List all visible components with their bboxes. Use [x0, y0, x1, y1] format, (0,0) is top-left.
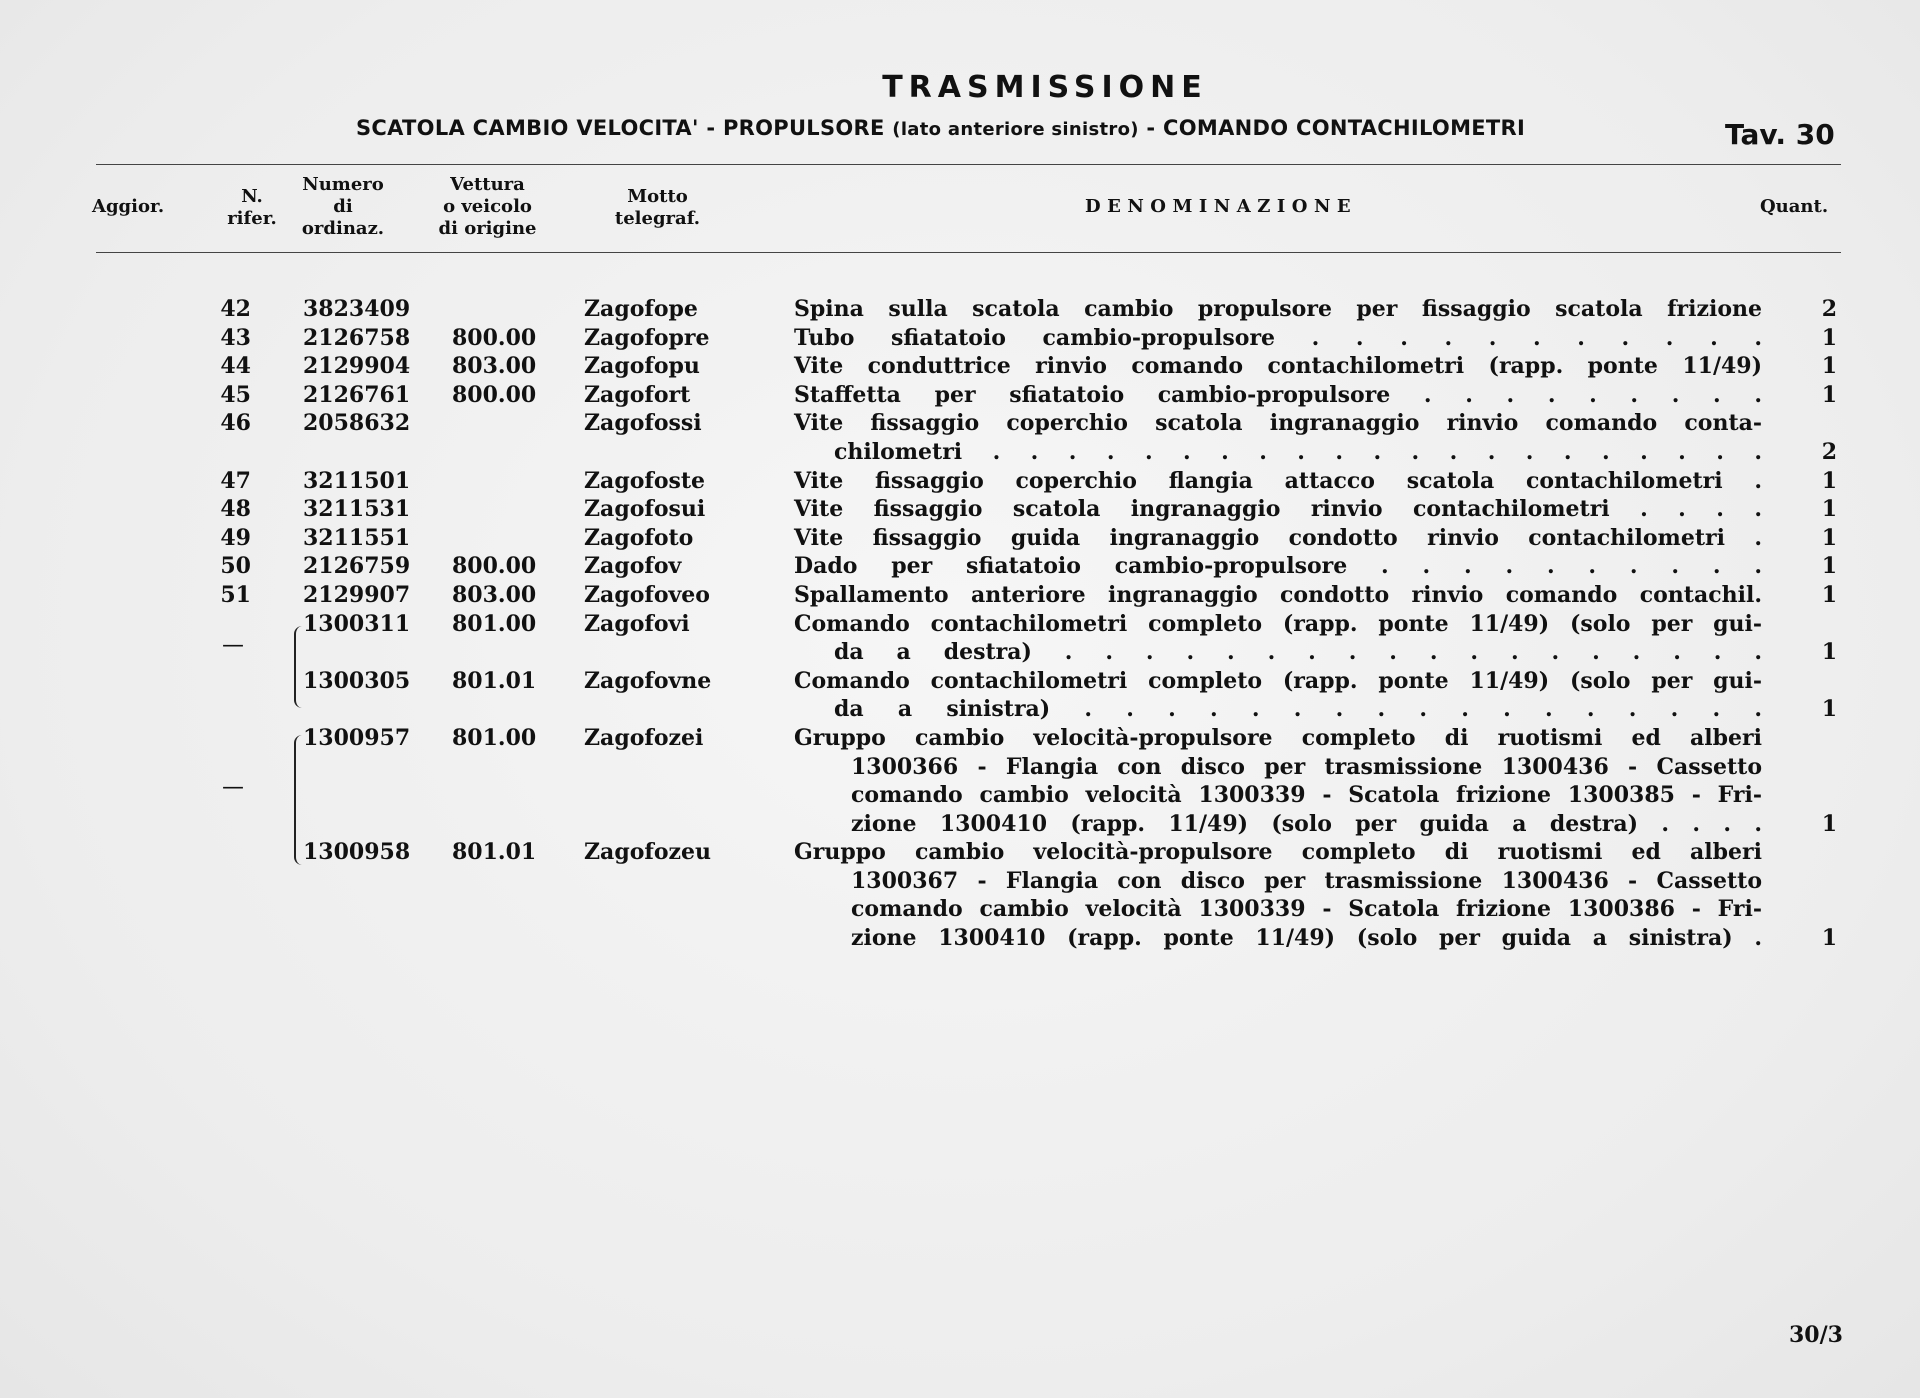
order-number: 2126759: [303, 553, 411, 580]
description: Gruppo cambio velocità-propulsore completo di ruotismi ed alberi: [794, 839, 1762, 866]
telegraph-code: Zagofozei: [584, 724, 704, 751]
description: chilometri . . . . . . . . . . . . . . . . . . . . .: [834, 438, 1762, 465]
description: Dado per sfiatatoio cambio-propulsore . . . . . . . . . .: [794, 553, 1762, 580]
ref-number: 51: [220, 581, 251, 608]
ref-number: 42: [220, 296, 251, 322]
col-header-quant: Quant.: [1760, 196, 1829, 217]
group-mark-2: —: [222, 775, 244, 800]
table-row: [0, 352, 1920, 381]
description: Vite fissaggio coperchio scatola ingranaggio rinvio comando conta-: [794, 410, 1762, 437]
quantity: 1: [1821, 496, 1837, 523]
description: zione 1300410 (rapp. ponte 11/49) (solo per guida a sinistra) .: [851, 925, 1762, 952]
ref-number: 50: [220, 553, 251, 580]
description: Vite fissaggio guida ingranaggio condotto rinvio contachilometri .: [794, 524, 1762, 551]
description: 1300367 - Flangia con disco per trasmissione 1300436 - Cassetto: [851, 867, 1762, 894]
ref-number: 44: [220, 353, 251, 380]
col-header-nrifer: [222, 186, 282, 230]
quantity: 1: [1821, 467, 1837, 494]
ref-number: 46: [220, 410, 251, 437]
col-header-numero-line1: Numero: [302, 174, 384, 195]
ref-number: 43: [220, 324, 251, 351]
subtitle-tail: - COMANDO CONTACHILOMETRI: [1138, 116, 1526, 140]
table-row: [0, 467, 1920, 496]
col-header-vettura: [425, 174, 550, 240]
col-header-motto-line2: telegraf.: [614, 208, 701, 229]
quantity: 2: [1821, 438, 1837, 465]
telegraph-code: Zagofossi: [584, 410, 702, 437]
col-header-aggior: Aggior.: [92, 196, 165, 217]
col-header-numero-line3: ordinaz.: [301, 218, 385, 239]
description: Spallamento anteriore ingranaggio condotto rinvio comando contachil.: [794, 581, 1762, 608]
telegraph-code: Zagofope: [584, 296, 698, 322]
table-row: [0, 495, 1920, 524]
vehicle-origin: 801.01: [452, 667, 537, 694]
quantity: 1: [1821, 696, 1837, 723]
vehicle-origin: 801.00: [452, 724, 537, 751]
table-row: [0, 438, 1920, 467]
table-row: [0, 324, 1920, 353]
table-row: [0, 581, 1920, 610]
description: Vite fissaggio scatola ingranaggio rinvio contachilometri . . . .: [794, 496, 1762, 523]
order-number: 1300957: [303, 724, 411, 751]
quantity: 1: [1821, 553, 1837, 580]
quantity: 1: [1821, 925, 1837, 952]
group-brace-1: [294, 626, 302, 708]
description: Comando contachilometri completo (rapp. ponte 11/49) (solo per gui-: [794, 667, 1762, 694]
col-header-motto: [595, 186, 720, 230]
telegraph-code: Zagofovne: [584, 667, 712, 694]
telegraph-code: Zagofort: [584, 381, 691, 408]
subtitle-paren: (lato anteriore sinistro): [892, 119, 1139, 140]
header-top-rule: [96, 164, 1841, 165]
telegraph-code: Zagofopre: [584, 324, 710, 351]
order-number: 3211531: [303, 496, 411, 523]
order-number: 2129907: [303, 581, 411, 608]
col-header-denominazione: DENOMINAZIONE: [1085, 196, 1358, 217]
order-number: 3211501: [303, 467, 411, 494]
col-header-vettura-line2: o veicolo: [443, 196, 532, 217]
ref-number: 48: [220, 496, 251, 523]
table-row: [0, 810, 1920, 839]
telegraph-code: Zagofov: [584, 553, 682, 580]
table-row: [0, 695, 1920, 724]
telegraph-code: Zagofozeu: [584, 839, 711, 866]
telegraph-code: Zagofoste: [584, 467, 706, 494]
table-row: [0, 753, 1920, 782]
page-number: 30/3: [1789, 1322, 1843, 1348]
col-header-nrifer-line2: rifer.: [227, 208, 277, 229]
header-bottom-rule: [96, 252, 1841, 253]
vehicle-origin: 800.00: [452, 324, 537, 351]
description: 1300366 - Flangia con disco per trasmissione 1300436 - Cassetto: [851, 753, 1762, 780]
quantity: 1: [1821, 381, 1837, 408]
description: Tubo sfiatatoio cambio-propulsore . . . . . . . . . . .: [794, 324, 1762, 351]
ref-number: 45: [220, 381, 251, 408]
vehicle-origin: 800.00: [452, 553, 537, 580]
quantity: 2: [1821, 296, 1837, 322]
table-number: Tav. 30: [1725, 118, 1835, 151]
table-row: [0, 552, 1920, 581]
vehicle-origin: 800.00: [452, 381, 537, 408]
description: da a sinistra) . . . . . . . . . . . . . . . . .: [834, 696, 1762, 723]
vehicle-origin: 801.01: [452, 839, 537, 866]
telegraph-code: Zagofoto: [584, 524, 694, 551]
table-row: [0, 924, 1920, 953]
order-number: 2126761: [303, 381, 411, 408]
order-number: 3211551: [303, 524, 411, 551]
table-row: [0, 638, 1920, 667]
description: comando cambio velocità 1300339 - Scatola frizione 1300386 - Fri-: [851, 896, 1762, 923]
description: da a destra) . . . . . . . . . . . . . . . . . .: [834, 639, 1762, 666]
group-mark-1: —: [222, 633, 244, 658]
table-row: [0, 667, 1920, 696]
description: Comando contachilometri completo (rapp. ponte 11/49) (solo per gui-: [794, 610, 1762, 637]
quantity: 1: [1821, 581, 1837, 608]
col-header-motto-line1: Motto: [627, 186, 688, 207]
description: Staffetta per sfiatatoio cambio-propulsore . . . . . . . . .: [794, 381, 1762, 408]
col-header-vettura-line3: di origine: [438, 218, 537, 239]
table-row: [0, 895, 1920, 924]
col-header-numero-line2: di: [333, 196, 353, 217]
description: zione 1300410 (rapp. 11/49) (solo per guida a destra) . . . .: [851, 810, 1762, 837]
description: Spina sulla scatola cambio propulsore per fissaggio scatola frizione: [794, 296, 1762, 322]
order-number: 2129904: [303, 353, 411, 380]
quantity: 1: [1821, 524, 1837, 551]
description: comando cambio velocità 1300339 - Scatola frizione 1300385 - Fri-: [851, 782, 1762, 809]
vehicle-origin: 803.00: [452, 353, 537, 380]
subtitle-main: SCATOLA CAMBIO VELOCITA' - PROPULSORE: [356, 116, 893, 140]
description: Gruppo cambio velocità-propulsore completo di ruotismi ed alberi: [794, 724, 1762, 751]
vehicle-origin: 801.00: [452, 610, 537, 637]
table-row: [0, 409, 1920, 438]
table-row: [0, 524, 1920, 553]
quantity: 1: [1821, 353, 1837, 380]
page-title: TRASMISSIONE: [882, 70, 1208, 105]
quantity: 1: [1821, 810, 1837, 837]
telegraph-code: Zagofoveo: [584, 581, 710, 608]
table-row: [0, 381, 1920, 410]
order-number: 1300305: [303, 667, 411, 694]
order-number: 1300311: [303, 610, 411, 637]
parts-table: [0, 295, 1920, 953]
table-row: [0, 610, 1920, 639]
table-row: [0, 295, 1920, 324]
ref-number: 47: [220, 467, 251, 494]
telegraph-code: Zagofosui: [584, 496, 706, 523]
vehicle-origin: 803.00: [452, 581, 537, 608]
table-row: [0, 838, 1920, 867]
table-row: [0, 867, 1920, 896]
description: Vite fissaggio coperchio flangia attacco scatola contachilometri .: [794, 467, 1762, 494]
col-header-vettura-line1: Vettura: [450, 174, 525, 195]
description: Vite conduttrice rinvio comando contachilometri (rapp. ponte 11/49): [794, 353, 1762, 380]
quantity: 1: [1821, 639, 1837, 666]
order-number: 2126758: [303, 324, 411, 351]
col-header-nrifer-line1: N.: [241, 186, 263, 207]
col-header-numero: [288, 174, 398, 240]
ref-number: 49: [220, 524, 251, 551]
telegraph-code: Zagofopu: [584, 353, 700, 380]
quantity: 1: [1821, 324, 1837, 351]
table-row: [0, 781, 1920, 810]
order-number: 1300958: [303, 839, 411, 866]
order-number: 3823409: [303, 296, 411, 322]
table-row: [0, 724, 1920, 753]
order-number: 2058632: [303, 410, 411, 437]
telegraph-code: Zagofovi: [584, 610, 690, 637]
page-subtitle: [356, 116, 1525, 140]
group-brace-2: [294, 735, 302, 865]
